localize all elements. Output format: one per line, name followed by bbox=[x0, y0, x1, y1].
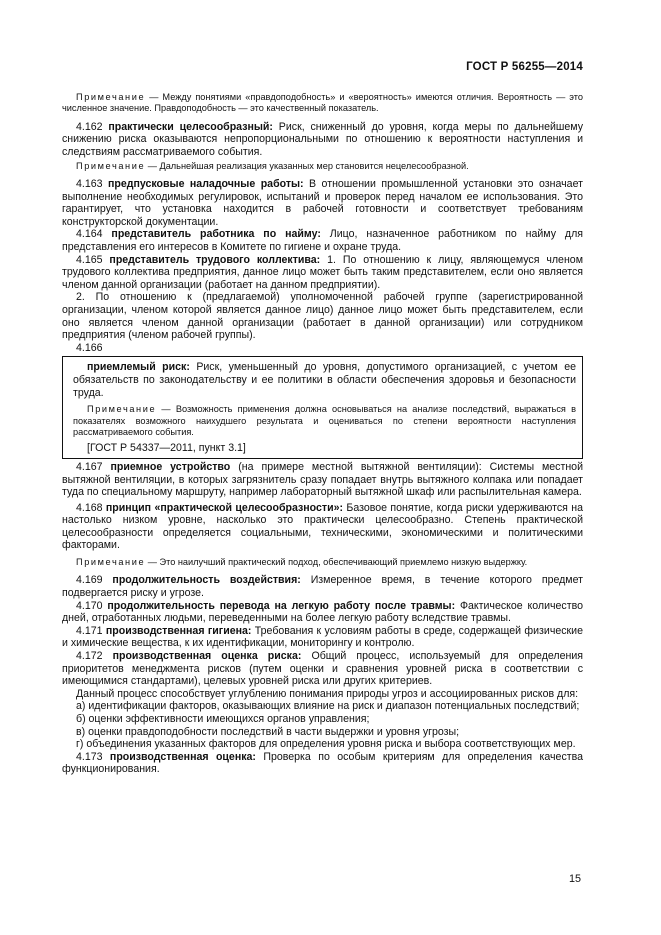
note-text: — Это наилучший практический подход, обеспечивающий приемлемо низкую выдержку. bbox=[145, 557, 528, 568]
list-item: а) идентификации факторов, оказывающих влияние на риск и диапазон потенциальных последствий; bbox=[76, 700, 580, 713]
term-entry-4-173 bbox=[62, 751, 583, 776]
entry-number: 4.163 bbox=[76, 178, 108, 190]
note bbox=[73, 404, 576, 438]
term-definition: Лицо, назначенное работником по найму для представления его интересов в Комитете по гигиене и охране труда. bbox=[62, 228, 583, 253]
page-number: 15 bbox=[568, 873, 581, 885]
term-name: представитель работника по найму: bbox=[111, 228, 321, 241]
note bbox=[62, 557, 583, 568]
entry-number: 4.164 bbox=[76, 228, 112, 241]
term-name: производственная гигиена: bbox=[105, 624, 252, 637]
entry-number: 4.172 bbox=[76, 650, 113, 663]
term-name: производственная оценка риска: bbox=[112, 650, 302, 663]
term-definition: Риск, сниженный до уровня, когда меры по дальнейшему снижению риска оказываются непропорциональными по отношению к вероятности наступления и следствиям рассматриваемого события. bbox=[62, 120, 583, 158]
entry-number: 4.165 bbox=[76, 253, 110, 266]
note-label: Примечание bbox=[76, 557, 146, 568]
term-entry-4-164 bbox=[62, 228, 583, 253]
note-label: Примечание bbox=[76, 160, 146, 171]
entry-number: 4.169 bbox=[76, 574, 113, 587]
term-definition: Риск, уменьшенный до уровня, допустимого организацией, с учетом ее обязательств по законодательству и ее политики в области обеспечения здоровья и безопасности труда. bbox=[73, 361, 577, 399]
term-entry-4-171 bbox=[62, 625, 583, 650]
list-item: б) оценки эффективности имеющихся органов управления; bbox=[76, 713, 370, 725]
enumerated-list bbox=[62, 700, 583, 750]
entry-number: 4.162 bbox=[76, 120, 109, 133]
term-entry-4-166 bbox=[73, 361, 576, 399]
term-definition: В отношении промышленной установки это означает выполнение необходимых регулировок, испытаний и проверок перед началом ее использования. Это гарантирует, что установка находится в рабочей готовности и соответствует требованиям конструкторской документации. bbox=[62, 178, 583, 228]
document-id: ГОСТ Р 56255—2014 bbox=[466, 61, 583, 73]
term-definition: Проверка по особым критериям для определения качества функционирования. bbox=[62, 750, 583, 776]
note-text: — Между понятиями «правдоподобность» и «вероятность» имеются отличия. Вероятность — это численное значение. Правдоподобность — это качественный показатель. bbox=[62, 92, 583, 114]
document-body bbox=[62, 90, 583, 776]
term-name: приемлемый риск: bbox=[87, 361, 190, 374]
entry-number-4-166: 4.166 bbox=[76, 341, 103, 354]
term-definition: Общий процесс, используемый для определения приоритетов менеджмента рисков (путем оценки и сравнения уровней риска в соответствии с имеющимися стандартами), целевых уровней риска или других критериев. bbox=[62, 650, 583, 688]
list-item: в) оценки правдоподобности последствий в части выдержки и уровня угрозы; bbox=[76, 725, 460, 738]
note-label: Примечание bbox=[87, 404, 157, 415]
term-entry-4-163 bbox=[62, 178, 583, 228]
entry-number: 4.171 bbox=[76, 624, 106, 637]
note-label: Примечание bbox=[76, 92, 146, 102]
term-name: приемное устройство bbox=[110, 460, 231, 473]
term-definition: Фактическое количество дней, отработанных людьми, переведенными на более легкую работу вследствие травмы. bbox=[62, 599, 583, 625]
note-text: — Дальнейшая реализация указанных мер становится нецелесообразной. bbox=[145, 160, 469, 171]
list-item: г) объединения указанных факторов для определения уровня риска и выбора соответствующих мер. bbox=[76, 738, 576, 751]
term-entry-4-169 bbox=[62, 574, 583, 599]
note bbox=[62, 92, 583, 115]
term-entry-4-168 bbox=[62, 502, 583, 552]
term-name: продолжительность воздействия: bbox=[112, 574, 301, 587]
term-name: продолжительность перевода на легкую работу после травмы: bbox=[107, 599, 456, 612]
term-definition: (на примере местной вытяжной вентиляции): Системы местной вытяжной вентиляции, в которых загрязнитель сразу попадает внутрь вытяжного колпака или попадает туда по специальному маршруту, например лабораторный вытяжной шкаф или распылительная камера. bbox=[62, 460, 583, 499]
term-name: представитель трудового коллектива: bbox=[109, 253, 321, 266]
term-entry-4-162 bbox=[62, 121, 583, 159]
term-name: принцип «практической целесообразности»: bbox=[105, 501, 344, 514]
term-entry-4-165 bbox=[62, 254, 583, 292]
note-text: — Возможность применения должна основываться на анализе последствий, выражаться в показателях возможного наихудшего результата и оцениваться по степени вероятности наступления рассматриваемого события. bbox=[73, 404, 576, 437]
term-definition: 1. По отношению к лицу, являющемуся членом трудового коллектива предприятия, данное лицо может быть таким представителем, если оно является членом данной организации (работает на данном предприятии). bbox=[62, 253, 583, 291]
entry-number: 4.167 bbox=[76, 460, 111, 473]
term-definition: Измеренное время, в течение которого предмет подвергается риску и угрозе. bbox=[62, 574, 583, 600]
term-entry-4-170 bbox=[62, 600, 583, 625]
term-name: производственная оценка: bbox=[109, 750, 256, 763]
note bbox=[62, 161, 583, 172]
source-reference: [ГОСТ Р 54337—2011, пункт 3.1] bbox=[87, 442, 246, 455]
term-entry-4-172 bbox=[62, 650, 583, 688]
term-definition-continued: 2. По отношению к (предлагаемой) уполномоченной рабочей группе (зарегистрированной организации, членом которой является данное лицо) данное лицо может быть представителем, если оно является членом данной организации (работает в данной организации) или сотрудником предприятия (членом рабочей группы). bbox=[62, 291, 583, 342]
term-definition-continued: Данный процесс способствует углублению понимания природы угроз и ассоциированных рисков для: bbox=[76, 687, 579, 700]
entry-number: 4.168 bbox=[76, 501, 106, 514]
term-name: предпусковые наладочные работы: bbox=[107, 178, 304, 190]
term-definition: Базовое понятие, когда риски удерживаются на настолько низком уровне, насколько это практически целесообразно. Степень практической целесообразности определяется социальными, техническими, экономическими и политическими факторами. bbox=[62, 501, 583, 552]
quoted-definition-box bbox=[62, 356, 583, 459]
term-definition: Требования к условиям работы в среде, содержащей физические и химические вещества, к их идентификации, мониторингу и контролю. bbox=[62, 624, 583, 650]
term-entry-4-167 bbox=[62, 461, 583, 499]
term-name: практически целесообразный: bbox=[108, 120, 273, 133]
entry-number: 4.170 bbox=[76, 599, 108, 612]
entry-number: 4.173 bbox=[76, 750, 110, 763]
